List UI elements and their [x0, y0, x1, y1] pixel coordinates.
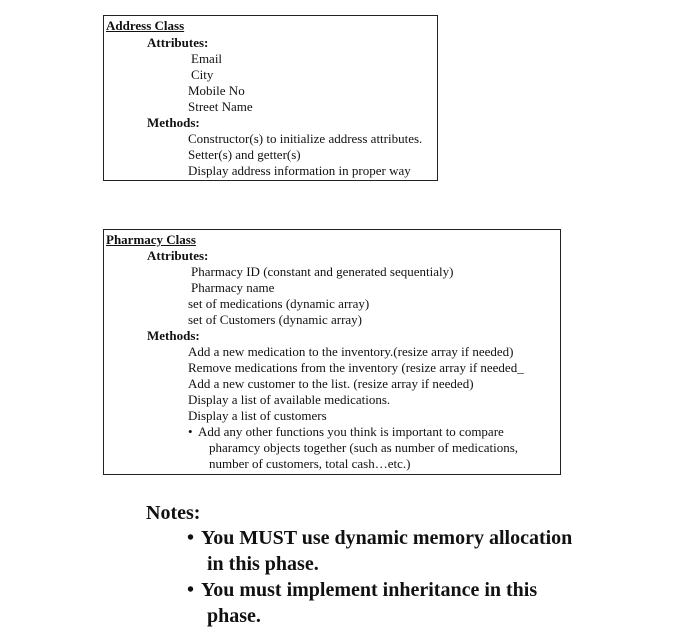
- notes-bullet2-line1: You must implement inheritance in this: [201, 579, 538, 601]
- pharmacy-attribute-medications: set of medications (dynamic array): [188, 296, 370, 311]
- bullet-dot-icon: •: [187, 527, 195, 549]
- notes-bullet1-line1: You MUST use dynamic memory allocation: [201, 527, 573, 549]
- address-attribute-email: Email: [191, 51, 223, 66]
- address-method-display: Display address information in proper way: [188, 163, 411, 178]
- notes-bullet2-line2: phase.: [207, 605, 261, 627]
- notes-title: Notes:: [146, 502, 201, 524]
- bullet-dot-icon: •: [188, 424, 193, 439]
- address-class-title: Address Class: [106, 18, 185, 33]
- notes-bullet1-line2: in this phase.: [207, 553, 319, 575]
- pharmacy-attribute-name: Pharmacy name: [191, 280, 275, 295]
- address-attribute-mobile: Mobile No: [188, 83, 245, 98]
- pharmacy-extra-line-3: number of customers, total cash…etc.): [209, 456, 411, 471]
- pharmacy-attribute-customers: set of Customers (dynamic array): [188, 312, 363, 327]
- bullet-dot-icon: •: [187, 579, 195, 601]
- pharmacy-extra-line-1: Add any other functions you think is important to compare: [198, 424, 504, 439]
- address-methods-label: Methods:: [147, 115, 200, 130]
- pharmacy-extra-line-2: pharamcy objects together (such as number of medications,: [209, 440, 519, 455]
- pharmacy-methods-label: Methods:: [147, 328, 200, 343]
- pharmacy-attributes-label: Attributes:: [147, 248, 209, 263]
- pharmacy-method-display-customers: Display a list of customers: [188, 408, 327, 423]
- pharmacy-class-title: Pharmacy Class: [106, 232, 196, 247]
- pharmacy-method-add-medication: Add a new medication to the inventory.(resize array if needed): [188, 344, 514, 359]
- pharmacy-method-remove-medication: Remove medications from the inventory (resize array if needed_: [188, 360, 524, 375]
- address-attribute-street: Street Name: [188, 99, 253, 114]
- address-attribute-city: City: [191, 67, 214, 82]
- pharmacy-attribute-id: Pharmacy ID (constant and generated sequentialy): [191, 264, 454, 279]
- address-method-setters-getters: Setter(s) and getter(s): [188, 147, 301, 162]
- address-attributes-label: Attributes:: [147, 35, 209, 50]
- address-method-constructor: Constructor(s) to initialize address attributes.: [188, 131, 423, 146]
- pharmacy-method-display-medications: Display a list of available medications.: [188, 392, 391, 407]
- pharmacy-method-add-customer: Add a new customer to the list. (resize array if needed): [188, 376, 474, 391]
